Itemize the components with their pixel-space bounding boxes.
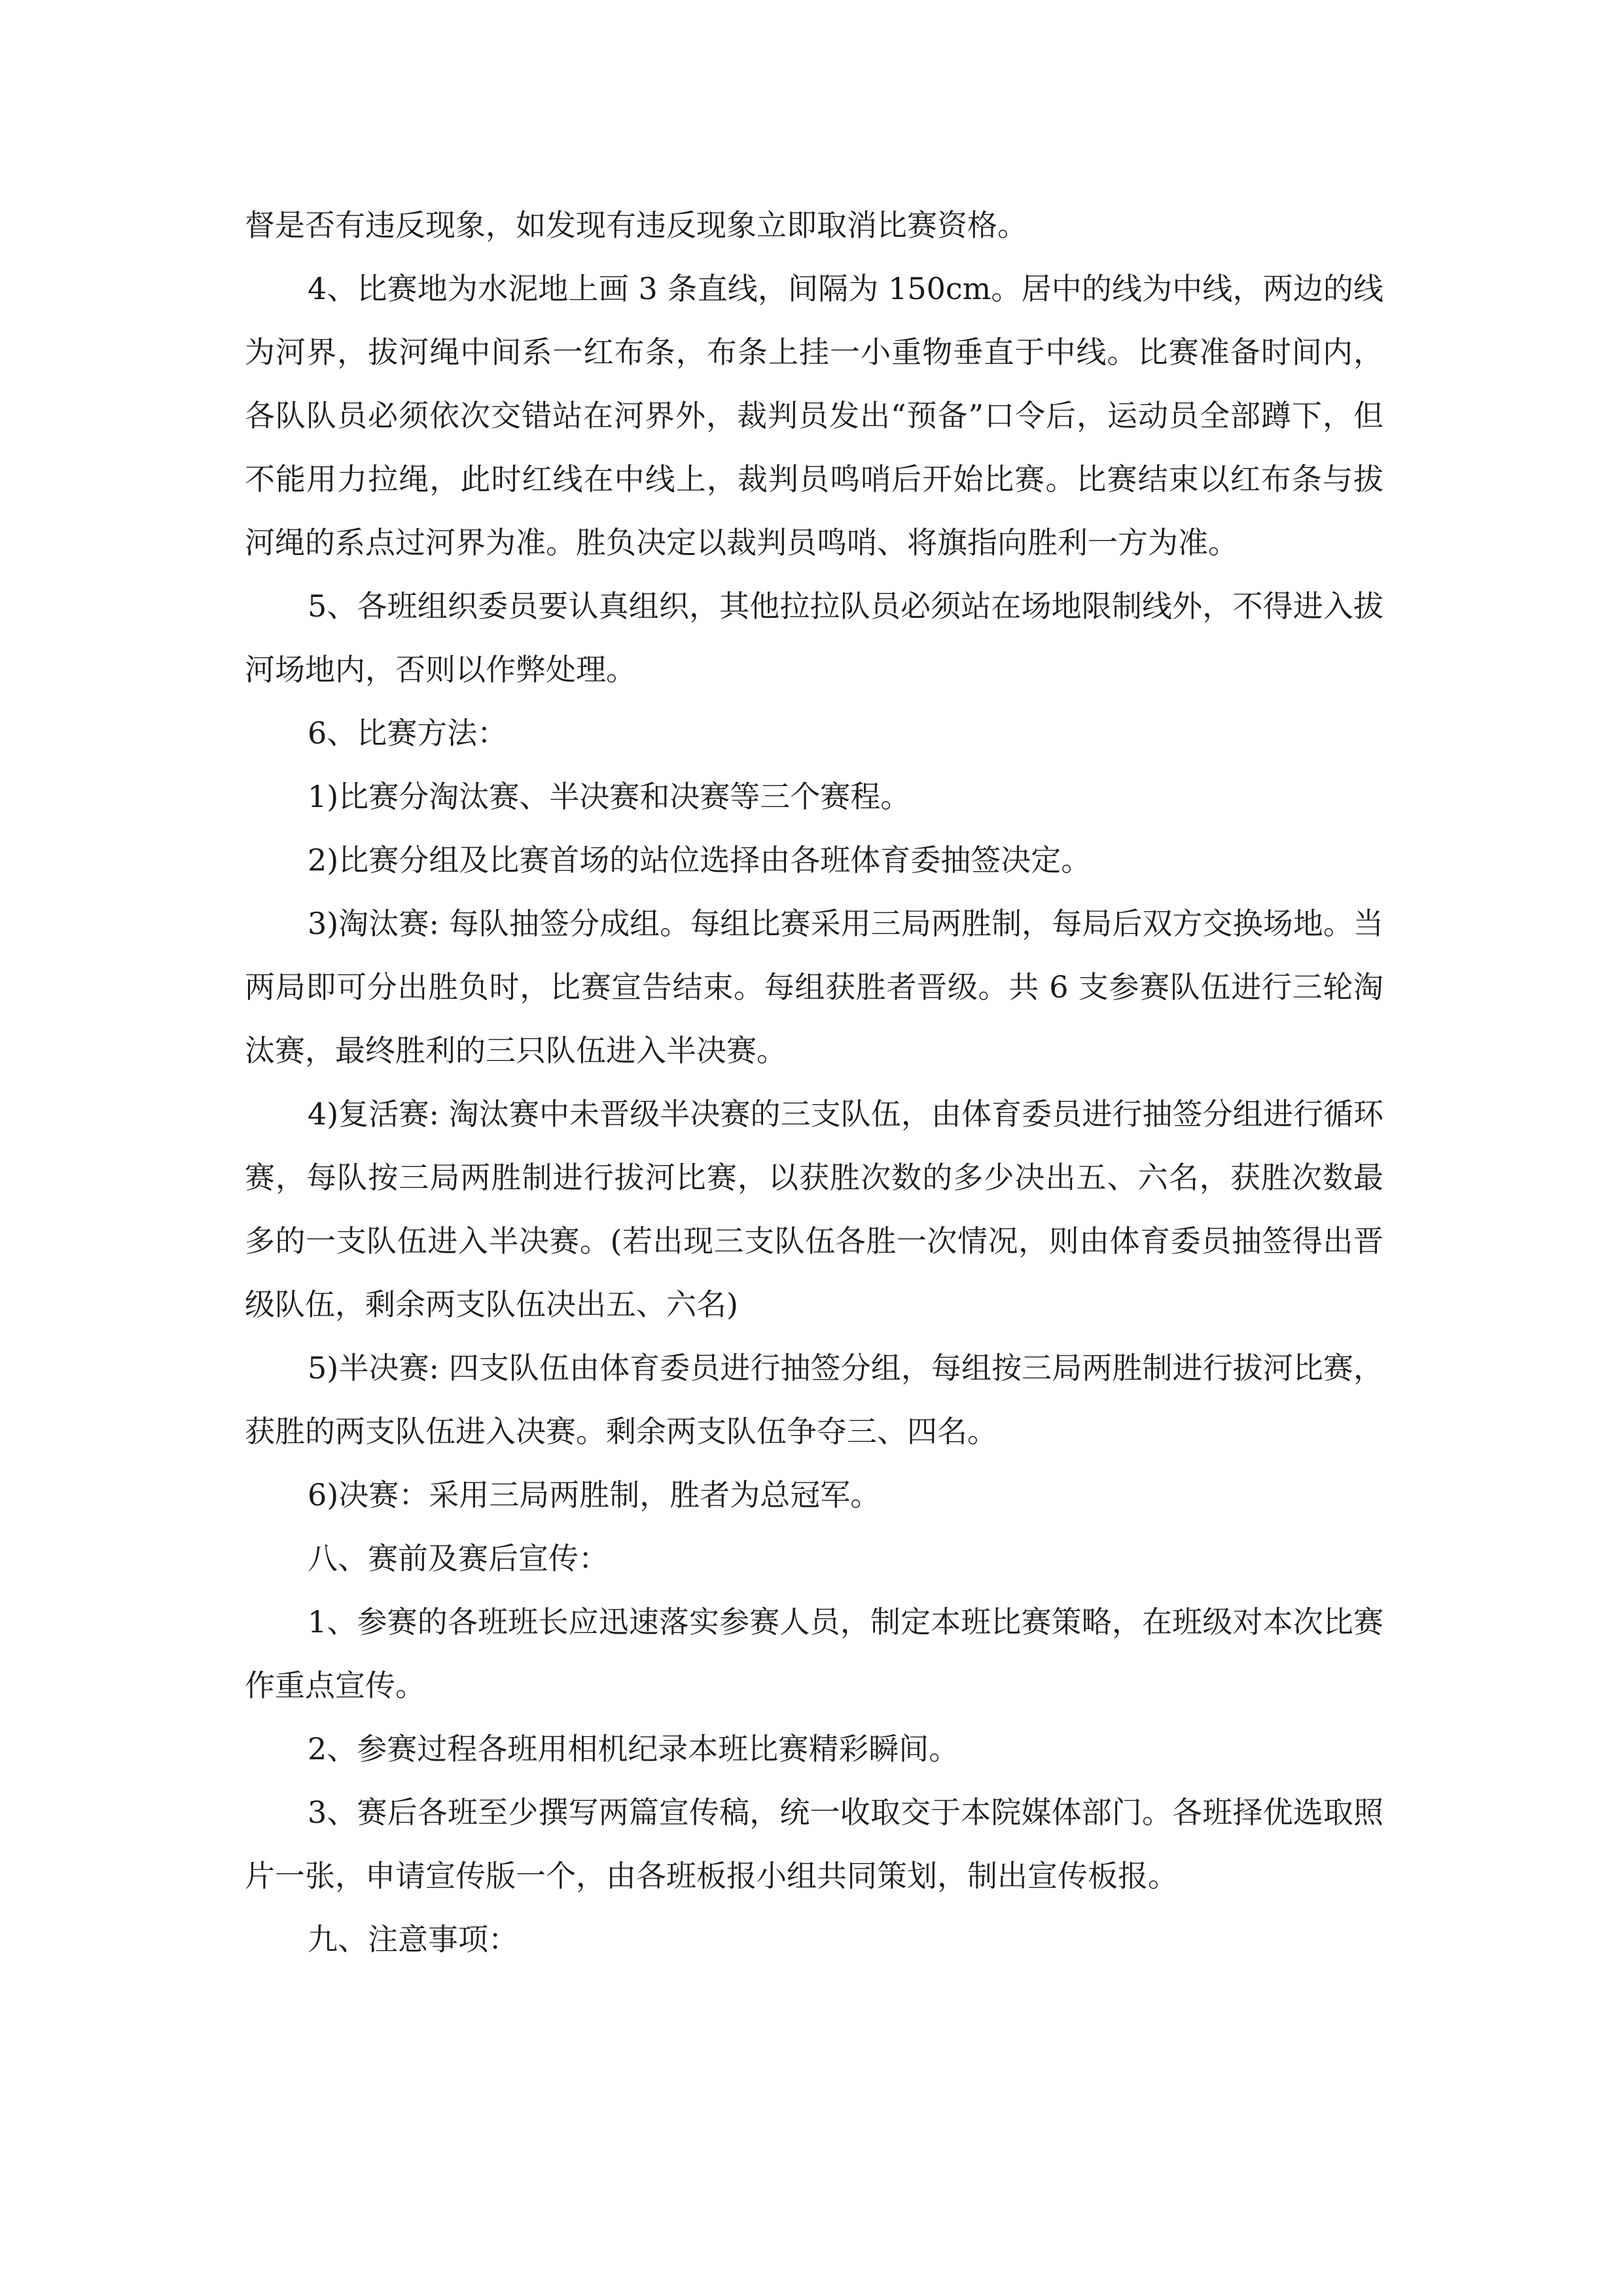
paragraph-continuation: 督是否有违反现象，如发现有违反现象立即取消比赛资格。 (245, 207, 1027, 243)
paragraph-method-4-repechage: 4)复活赛: 淘汰赛中未晋级半决赛的三支队伍，由体育委员进行抽签分组进行循环赛，每队按三局两胜制进行拔河比赛，以获胜次数的多少决出五、六名，获胜次数最多的一支队伍进入半决赛。(若出现三支队伍各胜一次情况，则由体育委员抽签得出晋级队伍，剩余两支队伍决出五、六名) (245, 1096, 1383, 1322)
paragraph-rule-5-organization: 5、各班组织委员要认真组织，其他拉拉队员必须站在场地限制线外，不得进入拔河场地内，否则以作弊处理。 (245, 588, 1383, 687)
paragraph-method-5-semifinal: 5)半决赛: 四支队伍由体育委员进行抽签分组，每组按三局两胜制进行拔河比赛，获胜的两支队伍进入决赛。剩余两支队伍争夺三、四名。 (245, 1350, 1383, 1449)
paragraph-rule-6-heading: 6、比赛方法： (308, 715, 508, 751)
paragraph-method-6-final: 6)决赛：采用三局两胜制，胜者为总冠军。 (308, 1477, 881, 1513)
paragraph-method-1: 1)比赛分淘汰赛、半决赛和决赛等三个赛程。 (308, 779, 911, 814)
body-text (245, 194, 1383, 1971)
section-heading-notes: 九、注意事项： (308, 1922, 518, 1957)
section-heading-publicity: 八、赛前及赛后宣传： (308, 1541, 609, 1576)
paragraph-rule-4-field: 4、比赛地为水泥地上画 3 条直线，间隔为 150cm。居中的线为中线，两边的线为河界，拔河绳中间系一红布条，布条上挂一小重物垂直于中线。比赛准备时间内，各队队员必须依次交错站在河界外，裁判员发出“预备”口令后，运动员全部蹲下，但不能用力拉绳，此时红线在中线上，裁判员鸣哨后开始比赛。比赛结束以红布条与拔河绳的系点过河界为准。胜负决定以裁判员鸣哨、将旗指向胜利一方为准。 (245, 271, 1383, 560)
paragraph-publicity-3: 3、赛后各班至少撰写两篇宣传稿，统一收取交于本院媒体部门。各班择优选取照片一张，申请宣传版一个，由各班板报小组共同策划，制出宣传板报。 (245, 1795, 1383, 1893)
paragraph-publicity-1: 1、参赛的各班班长应迅速落实参赛人员，制定本班比赛策略，在班级对本次比赛作重点宣传。 (245, 1604, 1383, 1703)
paragraph-publicity-2: 2、参赛过程各班用相机纪录本班比赛精彩瞬间。 (308, 1731, 959, 1767)
paragraph-method-3-knockout: 3)淘汰赛: 每队抽签分成组。每组比赛采用三局两胜制，每局后双方交换场地。当两局即可分出胜负时，比赛宣告结束。每组获胜者晋级。共 6 支参赛队伍进行三轮淘汰赛，最终胜利的三只队伍进入半决赛。 (245, 906, 1383, 1068)
paragraph-method-2: 2)比赛分组及比赛首场的站位选择由各班体育委抽签决定。 (308, 842, 1092, 878)
